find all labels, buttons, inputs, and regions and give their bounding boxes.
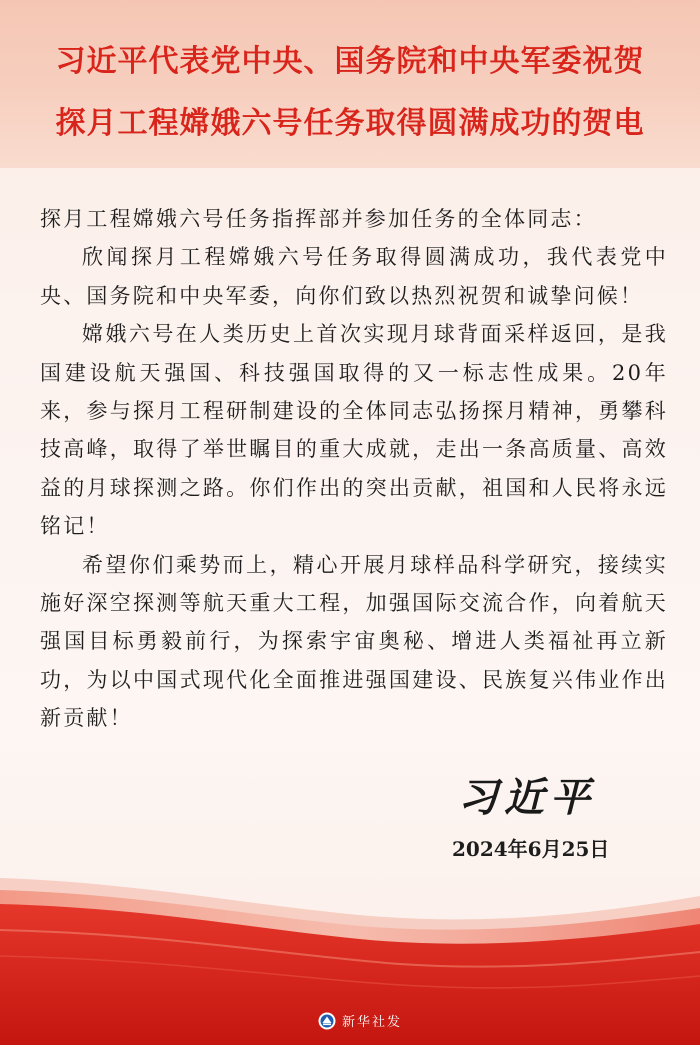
letter-body bbox=[40, 200, 668, 738]
signature: 习近平 bbox=[458, 774, 596, 821]
footer-source: 新华社发 bbox=[342, 1015, 403, 1030]
letter-date: 2024年6月25日 bbox=[452, 837, 610, 861]
paragraph-2: 嫦娥六号在人类历史上首次实现月球背面采样返回，是我国建设航天强国、科技强国取得的又一标志性成果。20年来，参与探月工程研制建设的全体同志弘扬探月精神，勇攀科技高峰，取得了举世瞩目的重大成就，走出一条高质量、高效益的月球探测之路。你们作出的突出贡献，祖国和人民将永远铭记！ bbox=[40, 322, 668, 539]
paragraph-3: 希望你们乘势而上，精心开展月球样品科学研究，接续实施好深空探测等航天重大工程，加强国际交流合作，向着航天强国目标勇毅前行，为探索宇宙奥秘、增进人类福祉再立新功，为以中国式现代化全面推进强国建设、民族复兴伟业作出新贡献！ bbox=[40, 552, 668, 731]
paragraph-1: 欣闻探月工程嫦娥六号任务取得圆满成功，我代表党中央、国务院和中央军委，向你们致以热烈祝贺和诚挚问候！ bbox=[40, 245, 668, 308]
title-line-1: 习近平代表党中央、国务院和中央军委祝贺 bbox=[55, 44, 645, 79]
header-band bbox=[0, 0, 700, 168]
title-line-2: 探月工程嫦娥六号任务取得圆满成功的贺电 bbox=[55, 106, 645, 141]
xinhua-logo-icon bbox=[318, 1012, 336, 1030]
salutation: 探月工程嫦娥六号任务指挥部并参加任务的全体同志： bbox=[40, 207, 597, 231]
